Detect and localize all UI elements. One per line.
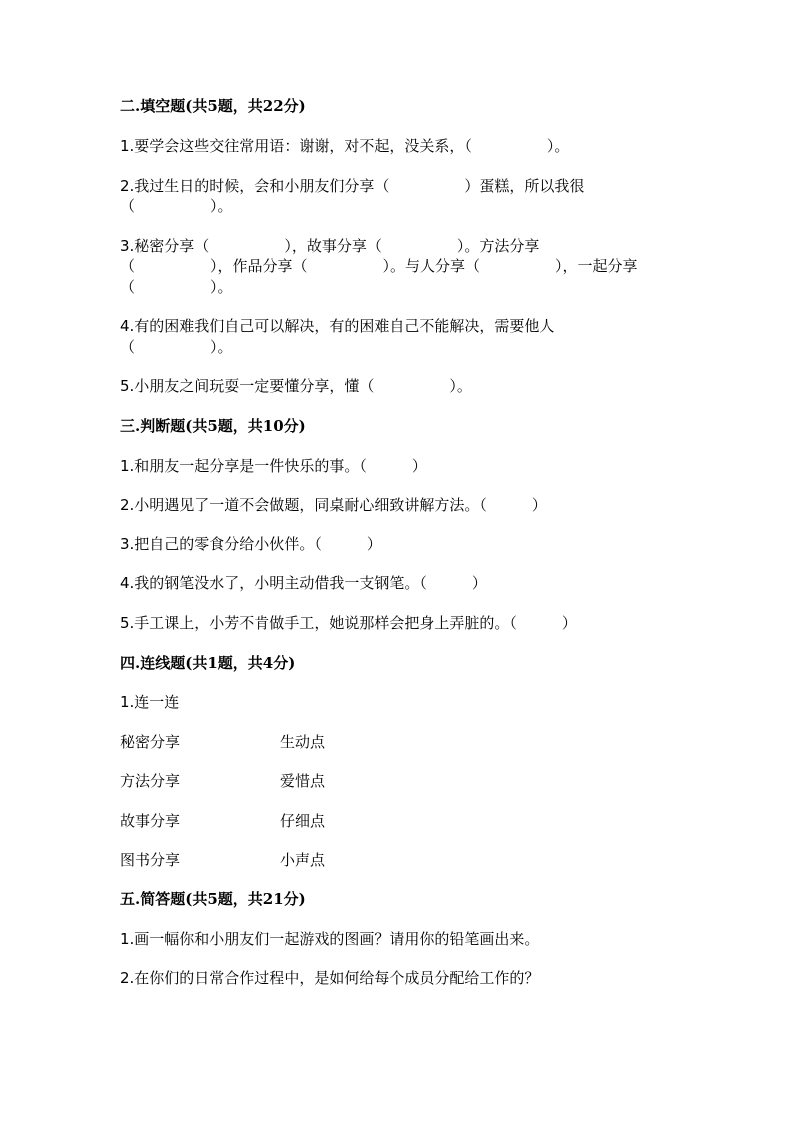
fill-question-3-line-2: （ ），作品分享（ ）。与人分享（ ），一起分享 xyxy=(120,257,638,275)
match-right-item: 爱惜点 xyxy=(280,772,326,790)
section-heading-true-false: 三.判断题(共5题，共10分) xyxy=(120,417,306,435)
fill-question-4-line-1: 4.有的困难我们自己可以解决，有的困难自己不能解决，需要他人 xyxy=(120,317,555,335)
judge-question-5: 5.手工课上，小芳不肯做手工，她说那样会把身上弄脏的。（ ） xyxy=(120,614,577,632)
section-heading-matching: 四.连线题(共1题，共4分) xyxy=(120,654,296,672)
match-left-item: 图书分享 xyxy=(120,851,181,869)
judge-question-4: 4.我的钢笔没水了，小明主动借我一支钢笔。（ ） xyxy=(120,574,487,592)
fill-question-4-line-2: （ ）。 xyxy=(120,338,233,356)
short-answer-question-1: 1.画一幅你和小朋友们一起游戏的图画？请用你的铅笔画出来。 xyxy=(120,930,540,948)
match-right-item: 小声点 xyxy=(280,851,326,869)
section-heading-fill-in: 二.填空题(共5题，共22分) xyxy=(120,97,306,115)
fill-question-2-line-2: （ ）。 xyxy=(120,197,233,215)
matching-question-1: 1.连一连 xyxy=(120,693,180,711)
judge-question-1: 1.和朋友一起分享是一件快乐的事。（ ） xyxy=(120,457,427,475)
fill-question-2-line-1: 2.我过生日的时候，会和小朋友们分享（ ）蛋糕，所以我很 xyxy=(120,177,585,195)
judge-question-3: 3.把自己的零食分给小伙伴。（ ） xyxy=(120,535,382,553)
judge-question-2: 2.小明遇见了一道不会做题，同桌耐心细致讲解方法。（ ） xyxy=(120,496,547,514)
fill-question-3-line-3: （ ）。 xyxy=(120,278,233,296)
match-right-item: 仔细点 xyxy=(280,812,326,830)
match-left-item: 故事分享 xyxy=(120,812,181,830)
fill-question-1: 1.要学会这些交往常用语：谢谢，对不起，没关系，（ ）。 xyxy=(120,137,570,155)
fill-question-5: 5.小朋友之间玩耍一定要懂分享，懂（ ）。 xyxy=(120,377,472,395)
match-right-item: 生动点 xyxy=(280,733,326,751)
section-heading-short-answer: 五.简答题(共5题，共21分) xyxy=(120,890,306,908)
fill-question-3-line-1: 3.秘密分享（ ），故事分享（ ）。方法分享 xyxy=(120,237,540,255)
match-left-item: 方法分享 xyxy=(120,772,181,790)
short-answer-question-2: 2.在你们的日常合作过程中，是如何给每个成员分配给工作的？ xyxy=(120,969,540,987)
match-left-item: 秘密分享 xyxy=(120,733,181,751)
